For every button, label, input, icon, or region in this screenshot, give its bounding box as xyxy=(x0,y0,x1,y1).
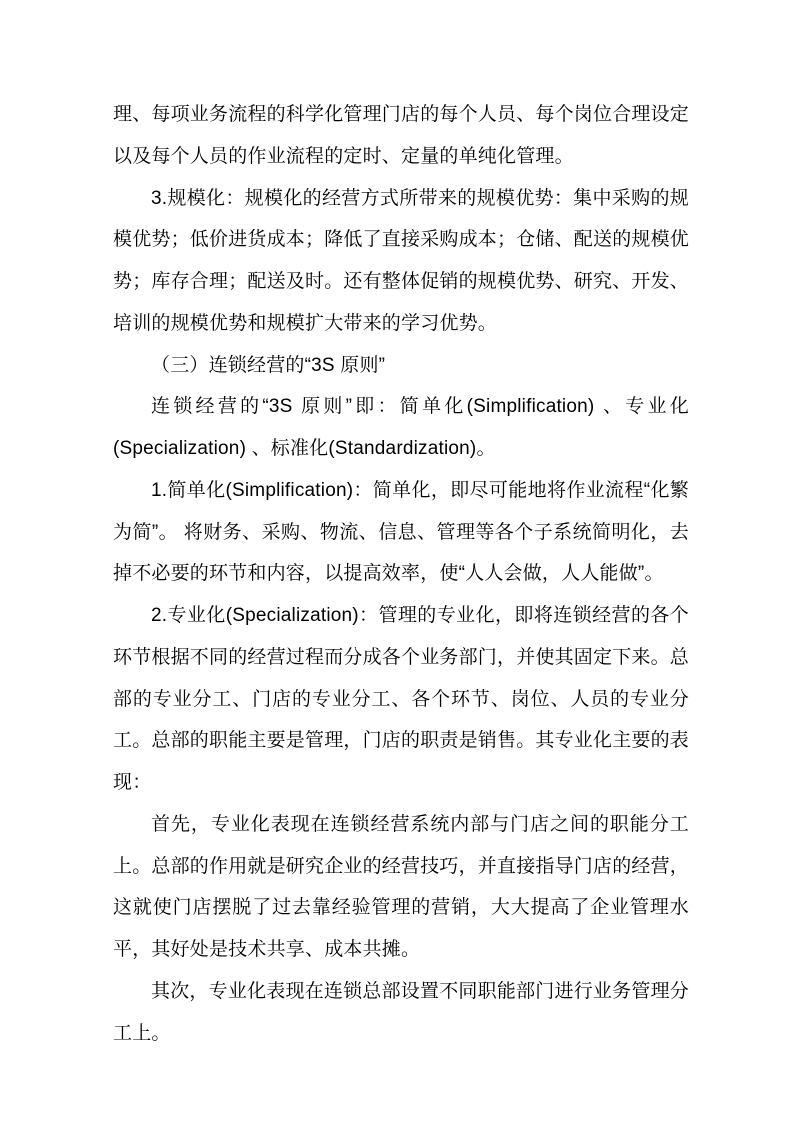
paragraph-3s-overview: 连锁经营的“3S 原则”即：简单化(Simplification) 、专业化(Specialization) 、标准化(Standardization)。 xyxy=(113,396,689,459)
paragraph-2-specialization: 2.专业化(Specialization)：管理的专业化，即将连锁经营的各个环节根据不同的经营过程而分成各个业务部门，并使其固定下来。总部的专业分工、门店的专业分工、各个环节、岗位、人员的专业分工。总部的职能主要是管理，门店的职责是销售。其专业化主要的表现： xyxy=(113,605,690,793)
paragraph-specialization-second: 其次，专业化表现在连锁总部设置不同职能部门进行业务管理分工上。 xyxy=(113,980,689,1044)
paragraph-continuation-simplification-mgmt: 理、每项业务流程的科学化管理门店的每个人员、每个岗位合理设定以及每个人员的作业流程的定时、定量的单纯化管理。 xyxy=(113,104,690,167)
paragraph-3-scale: 3.规模化：规模化的经营方式所带来的规模优势：集中采购的规模优势；低价进货成本；降低了直接采购成本；仓储、配送的规模优势；库存合理；配送及时。还有整体促销的规模优势、研究、开发、培训的规模优势和规模扩大带来的学习优势。 xyxy=(113,187,690,334)
page-text xyxy=(113,94,689,1054)
paragraph-1-simplification: 1.简单化(Simplification)：简单化，即尽可能地将作业流程“化繁为简”。 将财务、采购、物流、信息、管理等各个子系统简明化，去掉不必要的环节和内容，以提高效率，使“人人会做，人人能做”。 xyxy=(113,479,689,585)
paragraph-specialization-first: 首先，专业化表现在连锁经营系统内部与门店之间的职能分工上。总部的作用就是研究企业的经营技巧，并直接指导门店的经营，这就使门店摆脱了过去靠经验管理的营销，大大提高了企业管理水平，其好处是技术共享、成本共摊。 xyxy=(113,813,690,960)
heading-section-three-3s-principles: （三）连锁经营的“3S 原则” xyxy=(151,354,386,376)
